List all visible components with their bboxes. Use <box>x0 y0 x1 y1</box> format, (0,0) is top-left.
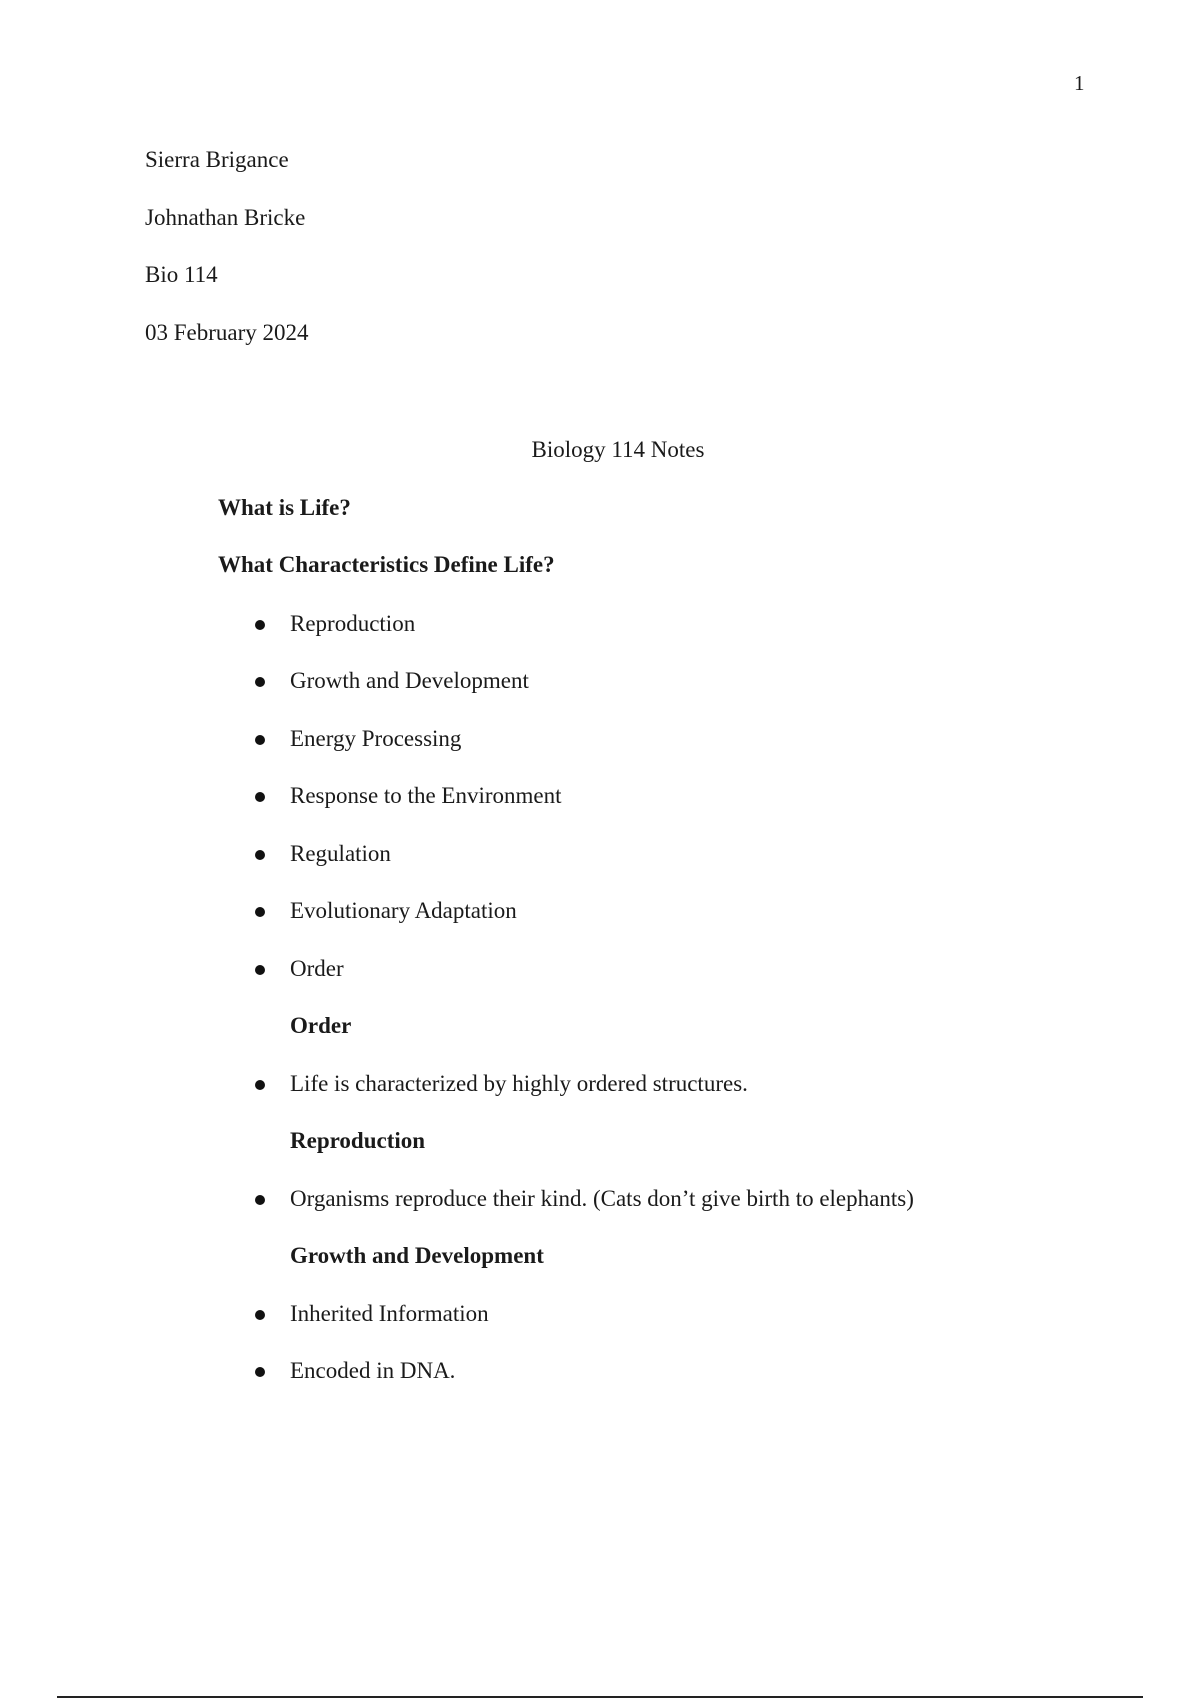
instructor-name: Johnathan Bricke <box>145 205 306 230</box>
list-item: Growth and Development <box>290 668 529 693</box>
list-item: Inherited Information <box>290 1301 489 1326</box>
bullet-icon <box>255 735 265 745</box>
course-name: Bio 114 <box>145 262 218 287</box>
list-item: Order <box>290 956 344 981</box>
bullet-icon <box>255 965 265 975</box>
section-heading: Growth and Development <box>290 1243 544 1268</box>
list-item: Reproduction <box>290 611 416 636</box>
list-item: Regulation <box>290 841 391 866</box>
document-title: Biology 114 Notes <box>531 437 705 462</box>
bullet-icon <box>255 907 265 917</box>
list-item: Response to the Environment <box>290 783 562 808</box>
heading-characteristics: What Characteristics Define Life? <box>218 552 555 577</box>
bullet-icon <box>255 1310 265 1320</box>
bullet-icon <box>255 1195 265 1205</box>
list-item: Organisms reproduce their kind. (Cats don’t give birth to elephants) <box>290 1186 914 1211</box>
student-name: Sierra Brigance <box>145 147 289 172</box>
section-heading: Reproduction <box>290 1128 426 1153</box>
page-bottom-rule <box>57 1696 1143 1698</box>
bullet-icon <box>255 792 265 802</box>
bullet-icon <box>255 677 265 687</box>
heading-what-is-life: What is Life? <box>218 495 351 520</box>
bullet-icon <box>255 620 265 630</box>
list-item: Life is characterized by highly ordered structures. <box>290 1071 748 1096</box>
list-item: Energy Processing <box>290 726 462 751</box>
list-item: Encoded in DNA. <box>290 1358 456 1383</box>
bullet-icon <box>255 1080 265 1090</box>
page-number: 1 <box>1074 71 1085 95</box>
bullet-icon <box>255 1367 265 1377</box>
document-date: 03 February 2024 <box>145 320 309 345</box>
list-item: Evolutionary Adaptation <box>290 898 517 923</box>
section-heading: Order <box>290 1013 352 1038</box>
bullet-icon <box>255 850 265 860</box>
